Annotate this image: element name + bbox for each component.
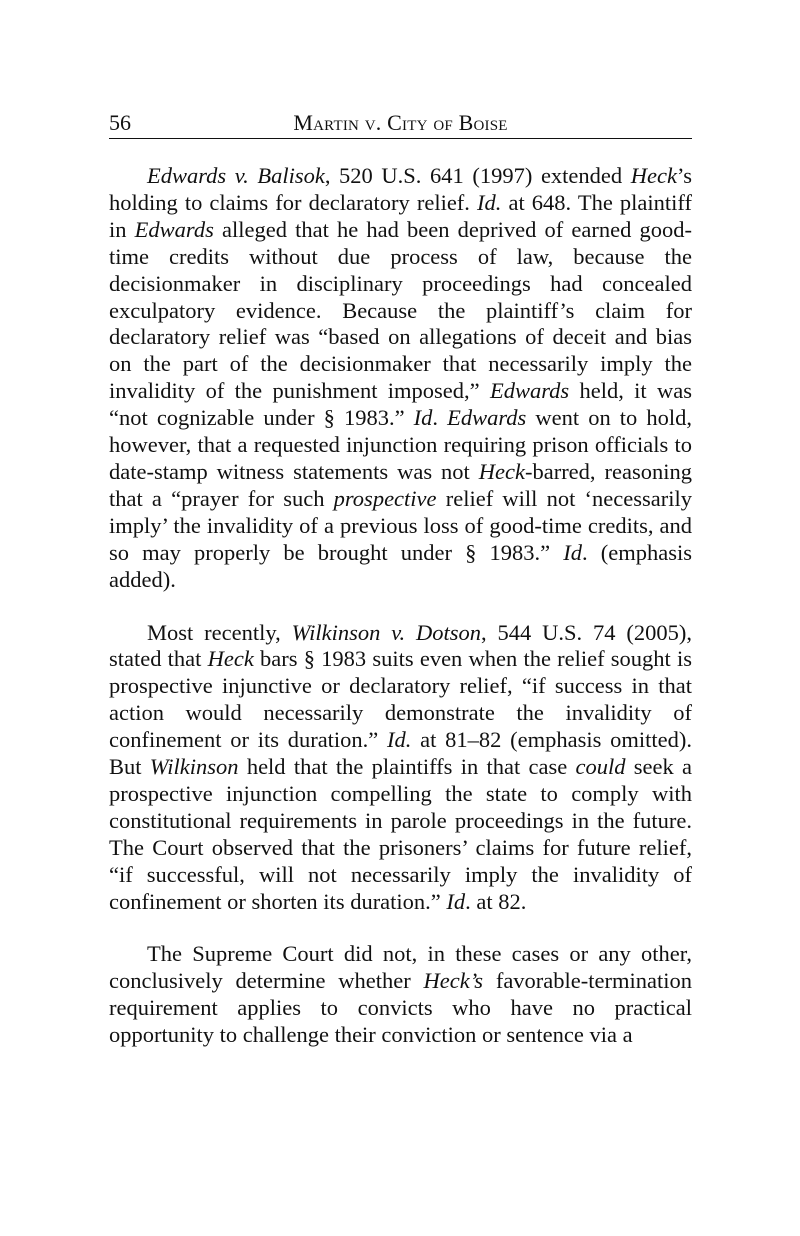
italic-text-run: Edwards xyxy=(489,378,570,404)
document-body xyxy=(109,163,692,1049)
paragraph xyxy=(109,163,692,594)
running-title: Martin v. City of Boise xyxy=(293,110,508,135)
text-run: . at 82. xyxy=(465,888,527,914)
italic-text-run: Id xyxy=(563,539,583,565)
text-run: relief will not ‘necessarily imply’ the invalidity of a previous loss of good-time credits, and so may properly be brought under § 1983.” xyxy=(109,485,692,565)
italic-text-run: Edwards xyxy=(447,405,527,431)
text-run: Most recently, xyxy=(147,619,292,645)
text-run: went on to hold, however, that a requested injunction requiring prison officials to date-stamp witness statements was not xyxy=(109,405,692,484)
italic-text-run: Edwards v. Balisok xyxy=(147,163,325,188)
text-run: favorable-termination requirement applies to convicts who have no practical opportunity to challenge their conviction or sentence via a xyxy=(109,968,692,1048)
text-run: . (emphasis added). xyxy=(109,539,692,592)
text-run: The Supreme Court did not, in these cases or any other, conclusively determine whether xyxy=(109,941,692,994)
paragraph xyxy=(109,941,692,1049)
italic-text-run: Heck’s xyxy=(423,968,484,994)
italic-text-run: Wilkinson v. Dotson xyxy=(291,619,482,645)
italic-text-run: Wilkinson xyxy=(149,754,239,780)
text-run: held, it was “not cognizable under § 1983.” xyxy=(109,378,692,431)
italic-text-run: Edwards xyxy=(134,216,214,242)
text-run: at 81–82 (emphasis omitted). But xyxy=(109,727,692,780)
italic-text-run: Heck xyxy=(630,163,677,188)
page-number: 56 xyxy=(109,110,131,135)
italic-text-run: Id xyxy=(413,405,433,431)
italic-text-run: Heck xyxy=(478,458,525,484)
italic-text-run: prospective xyxy=(333,485,437,511)
text-run: ’s holding to claims for declaratory relief. xyxy=(109,163,692,215)
italic-text-run: Heck xyxy=(207,646,254,672)
text-run: seek a prospective injunction compelling the state to comply with constitutional requirements in parole proceedings in the future. The Court observed that the prisoners’ claims for future relief, “if successful, will not necessarily imply the invalidity of confinement or shorten its duration.” xyxy=(109,754,693,914)
text-run: -barred, reasoning that a “prayer for such xyxy=(109,458,692,511)
paragraph xyxy=(109,620,692,916)
text-run: alleged that he had been deprived of earned good-time credits without due process of law, because the decisionmaker in disciplinary proceedings had concealed exculpatory evidence. Because the plaintiff’s claim for declaratory relief was “based on allegations of deceit and bias on the part of the decisionmaker that necessarily imply the invalidity of the punishment imposed,” xyxy=(109,216,692,404)
document-page xyxy=(109,108,692,1049)
italic-text-run: could xyxy=(575,754,626,780)
text-run: . xyxy=(432,405,448,431)
italic-text-run: Id. xyxy=(477,189,502,215)
text-run: at 648. The plaintiff in xyxy=(109,189,692,242)
italic-text-run: Id. xyxy=(387,727,412,753)
text-run: , 544 U.S. 74 (2005), stated that xyxy=(109,619,692,672)
text-run: held that the plaintiffs in that case xyxy=(238,754,576,780)
text-run: , 520 U.S. 641 (1997) extended xyxy=(324,163,631,188)
page-header xyxy=(109,108,692,139)
text-run: bars § 1983 suits even when the relief sought is prospective injunctive or declaratory relief, “if success in that action would necessarily demonstrate the invalidity of confinement or its duration.” xyxy=(109,646,692,753)
italic-text-run: Id xyxy=(446,888,466,914)
